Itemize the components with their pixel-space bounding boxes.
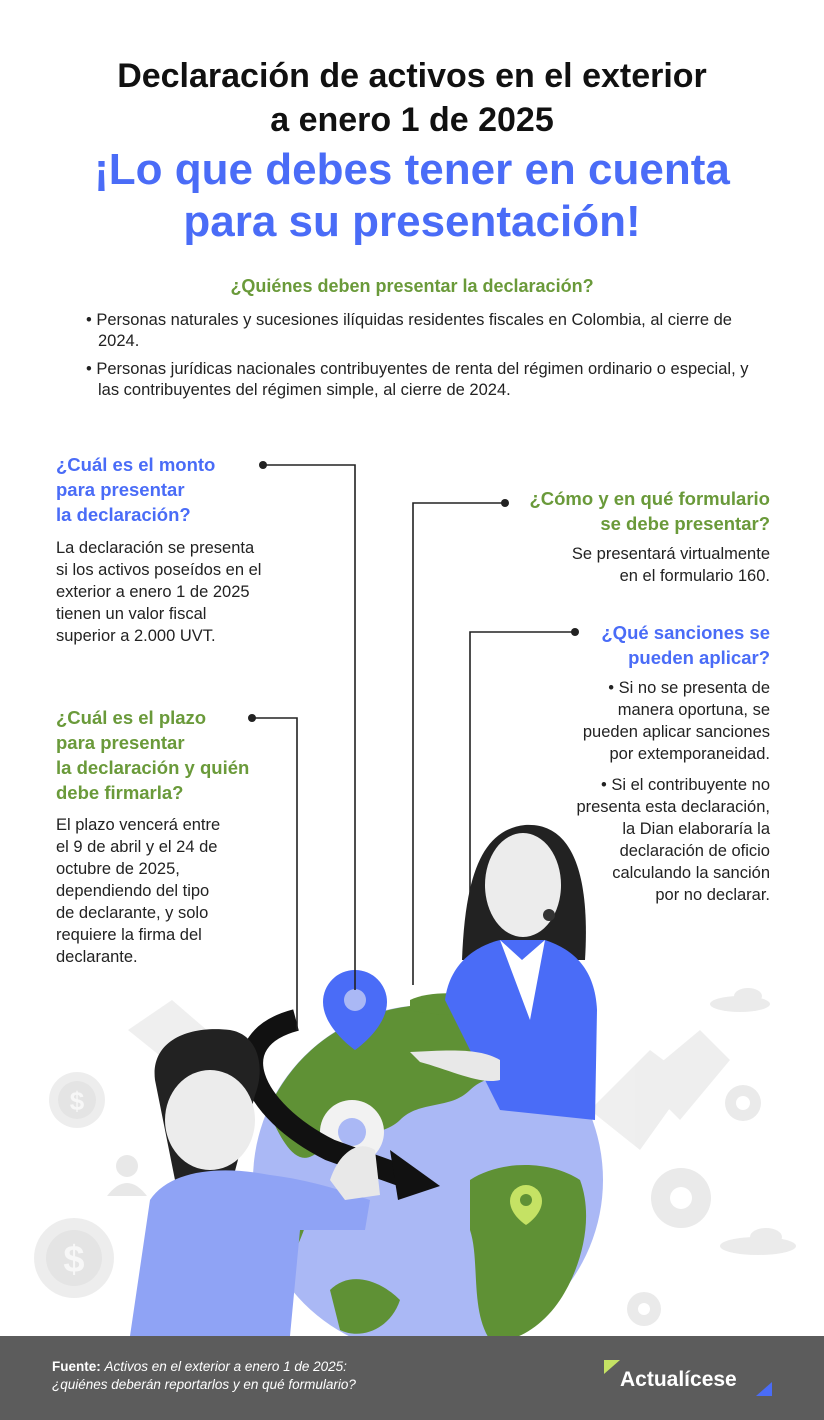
- monto-answer-line: superior a 2.000 UVT.: [56, 627, 216, 645]
- plazo-answer-line: de declarante, y solo: [56, 904, 209, 922]
- page-title-line2: a enero 1 de 2025: [270, 101, 554, 139]
- who-question: ¿Quiénes deben presentar la declaración?: [230, 276, 594, 296]
- sanciones-bullet-2: [576, 774, 770, 906]
- sanciones-line: presenta esta declaración,: [576, 798, 770, 816]
- sanciones-line: pueden aplicar sanciones: [582, 723, 770, 741]
- sanciones-line: por extemporaneidad.: [609, 745, 770, 763]
- monto-question-line: para presentar: [56, 479, 185, 500]
- plazo-answer-line: el 9 de abril y el 24 de: [56, 838, 218, 856]
- footer-source: [52, 1358, 472, 1394]
- brand-mark-icon: [604, 1360, 620, 1374]
- plazo-question-line: debe firmarla?: [56, 782, 184, 803]
- formulario-answer-line: en el formulario 160.: [619, 567, 770, 585]
- monto-question-line: ¿Cuál es el monto: [56, 454, 216, 475]
- plazo-answer-line: requiere la firma del: [56, 926, 202, 944]
- who-bullet-2: • Personas jurídicas nacionales contribuyentes de renta del régimen ordinario o especial, y las contribuyentes del régimen simple, al cierre de 2024.: [86, 360, 749, 399]
- monto-answer-line: La declaración se presenta: [56, 539, 255, 557]
- sanciones-line: • Si el contribuyente no: [600, 776, 770, 794]
- plazo-question-line: para presentar: [56, 732, 185, 753]
- plazo-answer-line: El plazo vencerá entre: [56, 816, 221, 834]
- plazo-question-line: ¿Cuál es el plazo: [56, 707, 207, 728]
- sanciones-line: por no declarar.: [655, 886, 770, 904]
- formulario-question-line: ¿Cómo y en qué formulario: [529, 488, 770, 509]
- monto-answer: [56, 537, 261, 647]
- person-icon: [107, 1155, 147, 1196]
- plazo-answer-line: dependiendo del tipo: [56, 882, 210, 900]
- cloud-icon: [710, 988, 796, 1255]
- monto-answer-line: tienen un valor fiscal: [56, 605, 207, 623]
- plazo-answer: [56, 814, 220, 968]
- sanciones-question: [601, 620, 770, 670]
- sanciones-line: calculando la sanción: [612, 864, 770, 882]
- footer-source-line1: Activos en el exterior a enero 1 de 2025:: [104, 1359, 347, 1374]
- monto-question: [56, 452, 215, 527]
- page-subtitle-line2: para su presentación!: [183, 197, 641, 246]
- monto-answer-line: si los activos poseídos en el: [56, 561, 262, 579]
- sanciones-line: • Si no se presenta de: [608, 679, 770, 697]
- formulario-answer-line: Se presentará virtualmente: [571, 545, 770, 563]
- sanciones-line: manera oportuna, se: [617, 701, 770, 719]
- plazo-answer-line: octubre de 2025,: [56, 860, 180, 878]
- formulario-answer: [572, 543, 770, 587]
- monto-question-line: la declaración?: [56, 504, 191, 525]
- footer-source-label: Fuente:: [52, 1359, 101, 1374]
- formulario-question-line: se debe presentar?: [600, 513, 770, 534]
- who-bullet-1: • Personas naturales y sucesiones ilíquidas residentes fiscales en Colombia, al cierre de 2024.: [86, 311, 732, 350]
- plazo-question: [56, 705, 249, 805]
- page-subtitle-line1: ¡Lo que debes tener en cuenta: [94, 145, 730, 194]
- monto-answer-line: exterior a enero 1 de 2025: [56, 583, 250, 601]
- sanciones-line: la Dian elaboraría la: [622, 820, 770, 838]
- formulario-question: [529, 486, 770, 536]
- sanciones-question-line: pueden aplicar?: [628, 647, 770, 668]
- plazo-answer-line: declarante.: [56, 948, 138, 966]
- svg-text:$: $: [69, 1086, 85, 1116]
- brand-mark-icon: [756, 1382, 772, 1396]
- svg-text:$: $: [63, 1239, 85, 1281]
- sanciones-line: declaración de oficio: [619, 842, 770, 860]
- footer: [0, 1336, 824, 1420]
- sanciones-bullet-1: [583, 677, 770, 765]
- sanciones-question-line: ¿Qué sanciones se: [601, 622, 770, 643]
- plazo-question-line: la declaración y quién: [56, 757, 250, 778]
- brand-logo: Actualícese: [620, 1368, 737, 1391]
- footer-source-line2: ¿quiénes deberán reportarlos y en qué formulario?: [52, 1377, 356, 1392]
- page-title-line1: Declaración de activos en el exterior: [117, 57, 707, 95]
